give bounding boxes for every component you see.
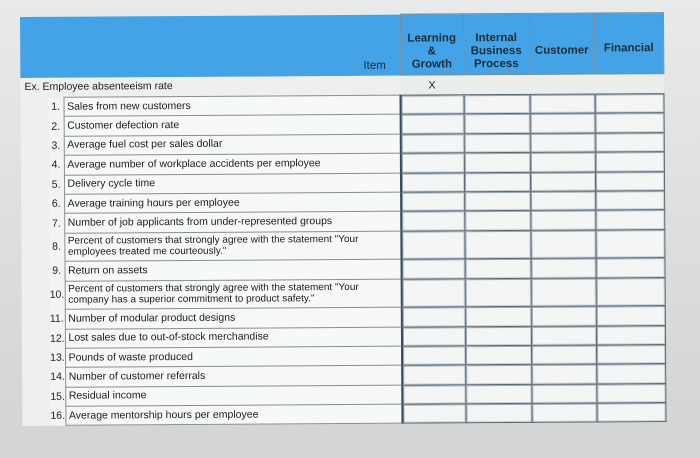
learning-growth-cell[interactable] [401,211,464,231]
financial-cell[interactable] [596,383,665,403]
customer-cell[interactable] [531,278,596,307]
customer-cell[interactable] [530,113,595,133]
learning-growth-cell[interactable] [402,346,465,366]
header-row [20,13,663,78]
example-mark: X [400,75,463,95]
learning-growth-cell[interactable] [402,326,465,346]
financial-cell[interactable] [596,258,665,278]
item-description: Delivery cycle time [64,173,401,194]
internal-business-process-header: Internal Business Process [463,13,529,74]
learning-growth-cell[interactable] [401,231,464,260]
item-description: Number of job applicants from under-represented groups [64,212,401,233]
item-number: 13. [50,348,65,367]
financial-cell[interactable] [596,403,665,423]
financial-cell[interactable] [595,210,664,230]
internal-business-process-cell[interactable] [465,326,531,346]
item-number: 4. [49,155,64,174]
item-column-header: Item [20,14,400,77]
item-number: 6. [49,194,64,213]
customer-cell[interactable] [531,403,596,423]
customer-cell[interactable] [530,152,595,172]
item-description: Average training hours per employee [64,192,401,213]
item-number: 5. [49,175,64,194]
item-number: 7. [49,214,64,233]
customer-cell[interactable] [530,191,595,211]
internal-business-process-cell[interactable] [465,345,531,365]
financial-cell[interactable] [596,325,665,345]
financial-cell[interactable] [595,94,664,114]
customer-cell[interactable] [530,94,595,114]
financial-cell[interactable] [596,306,665,326]
customer-cell[interactable] [531,326,596,346]
financial-cell[interactable] [595,132,664,152]
item-number: 15. [50,387,65,406]
financial-cell[interactable] [595,171,664,191]
learning-growth-header: Learning & Growth [400,14,463,75]
internal-business-process-cell[interactable] [464,114,530,134]
item-number: 10. [50,281,65,310]
customer-cell[interactable] [530,172,595,192]
learning-growth-cell[interactable] [402,365,465,385]
financial-cell[interactable] [596,277,665,306]
customer-cell[interactable] [531,306,596,326]
table-row [22,277,665,309]
learning-growth-cell[interactable] [402,278,465,307]
learning-growth-cell[interactable] [401,134,464,154]
financial-header: Financial [594,13,663,74]
example-label: Ex. Employee absenteeism rate [20,75,400,97]
customer-cell[interactable] [531,258,596,278]
item-description: Percent of customers that strongly agree with the statement "Your employees treated me courteously." [64,231,401,262]
item-description: Average mentorship hours per employee [65,404,402,425]
item-description: Residual income [65,385,402,406]
internal-business-process-cell[interactable] [465,365,531,385]
internal-business-process-cell[interactable] [465,278,531,307]
customer-cell[interactable] [530,133,595,153]
learning-growth-cell[interactable] [401,172,464,192]
learning-growth-cell[interactable] [401,95,464,115]
internal-business-process-cell[interactable] [465,403,531,423]
learning-growth-cell[interactable] [402,384,465,404]
customer-cell[interactable] [531,345,596,365]
financial-cell[interactable] [595,229,664,258]
item-description: Number of customer referrals [65,365,402,386]
item-description: Customer defection rate [64,115,401,136]
learning-growth-cell[interactable] [402,307,465,327]
learning-growth-cell[interactable] [401,153,464,173]
internal-business-process-cell[interactable] [464,133,530,153]
customer-cell[interactable] [531,384,596,404]
item-description: Percent of customers that strongly agree with the statement "Your company has a superior commitment to product safety." [65,279,402,310]
learning-growth-cell[interactable] [402,259,465,279]
financial-cell[interactable] [595,152,664,172]
financial-cell[interactable] [596,344,665,364]
internal-business-process-cell[interactable] [464,172,530,192]
customer-cell[interactable] [530,210,595,230]
item-number: 2. [49,117,64,136]
internal-business-process-cell[interactable] [465,384,531,404]
internal-business-process-cell[interactable] [464,94,530,114]
customer-cell[interactable] [531,364,596,384]
financial-cell[interactable] [595,113,664,133]
item-description: Pounds of waste produced [65,346,402,367]
item-number: 3. [49,136,64,155]
internal-business-process-cell[interactable] [465,259,531,279]
internal-business-process-cell[interactable] [465,307,531,327]
financial-cell[interactable] [595,191,664,211]
item-description: Number of modular product designs [65,307,402,328]
internal-business-process-cell[interactable] [464,191,530,211]
item-number: 8. [49,233,64,262]
item-number: 1. [48,97,63,116]
internal-business-process-cell[interactable] [464,153,530,173]
internal-business-process-cell[interactable] [464,230,530,259]
financial-cell[interactable] [596,364,665,384]
item-number: 9. [50,261,65,280]
item-number: 11. [50,309,65,328]
item-number: 14. [50,368,65,387]
learning-growth-cell[interactable] [401,114,464,134]
table-row [21,229,664,261]
customer-cell[interactable] [530,230,595,259]
internal-business-process-cell[interactable] [464,211,530,231]
item-description: Return on assets [65,259,402,280]
customer-header: Customer [529,13,594,74]
item-description: Average fuel cost per sales dollar [64,134,401,155]
classification-table [20,12,666,426]
learning-growth-cell[interactable] [402,404,465,424]
balanced-scorecard-worksheet [20,12,665,423]
item-description: Average number of workplace accidents per employee [64,153,401,174]
item-number: 16. [50,406,65,425]
item-number: 12. [50,329,65,348]
item-description: Lost sales due to out-of-stock merchandise [65,327,402,348]
table-row [22,403,665,426]
learning-growth-cell[interactable] [401,192,464,212]
item-description: Sales from new customers [63,95,400,116]
